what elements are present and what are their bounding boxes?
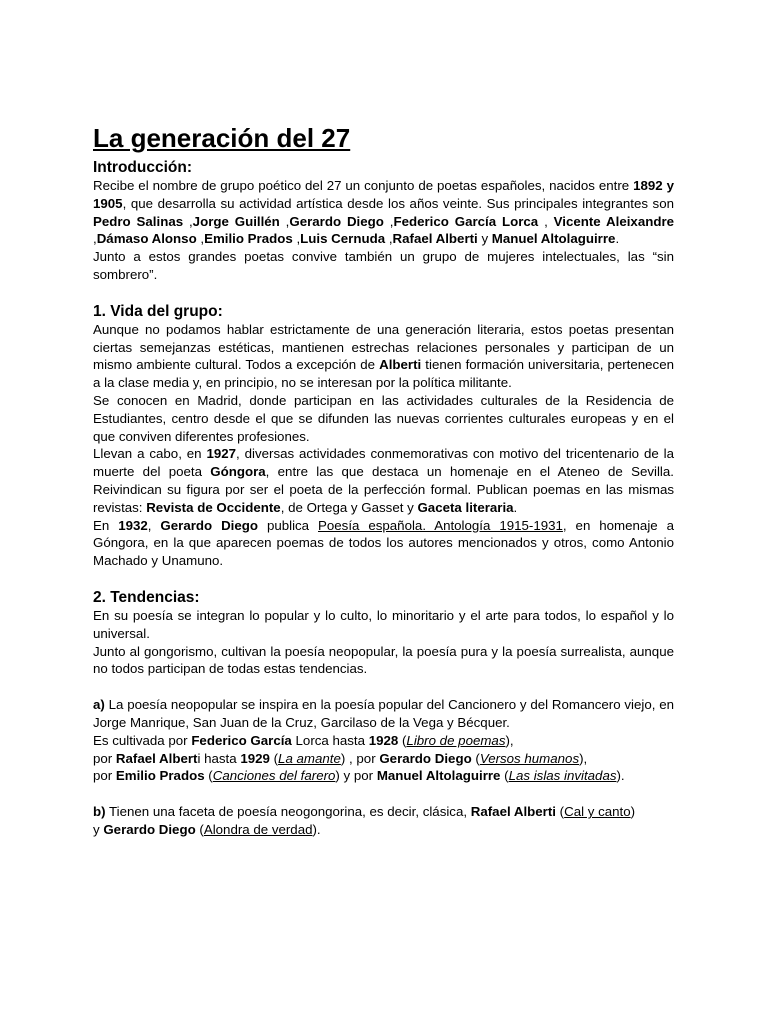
vida-paragraph-4: En 1932, Gerardo Diego publica Poesía española. Antología 1915-1931, en homenaje a Góngora, en la que aparecen poemas de todos los autores mencionados y otros, como Antonio Machado y Unamuno. [93,517,674,569]
vida-paragraph-3: Llevan a cabo, en 1927, diversas actividades conmemorativas con motivo del tricentenario de la muerte del poeta Góngora, entre las que destaca un homenaje en el Ateneo de Sevilla. Reivindican su figura por ser el poeta de la perfección formal. Publican poemas en las mismas revistas: Revista de Occidente, de Ortega y Gasset y Gaceta literaria. [93,446,674,515]
vida-paragraph-1: Aunque no podamos hablar estrictamente de una generación literaria, estos poetas presentan ciertas semejanzas estéticas, mantienen estrechas relaciones personales y participan de un mismo ambiente cultural. Todos a excepción de Alberti tienen formación universitaria, pertenecen a la clase media y, en principio, no se interesan por la política militante. [93,321,674,391]
intro-paragraph-2: Junto a estos grandes poetas convive también un grupo de mujeres intelectuales, las “sin sombrero”. [93,249,674,282]
section-heading-tendencias: 2. Tendencias: [93,588,200,606]
spacer [93,570,674,588]
tendencias-paragraph-2: Junto al gongorismo, cultivan la poesía neopopular, la poesía pura y la poesía surrealista, aunque no todos participan de todas estas tendencias. [93,643,674,677]
spacer [93,678,674,696]
section-heading-intro: Introducción: [93,159,193,176]
section-heading-vida: 1. Vida del grupo: [93,302,223,320]
tendencia-b-paragraph: b) Tienen una faceta de poesía neogongorina, es decir, clásica, Rafael Alberti (Cal y canto) [93,804,636,820]
document-content [93,122,674,839]
tendencia-a-line-3: por Rafael Alberti hasta 1929 (La amante) , por Gerardo Diego (Versos humanos), [93,750,588,766]
tendencia-a-paragraph: a) La poesía neopopular se inspira en la poesía popular del Cancionero y del Romancero viejo, en Jorge Manrique, San Juan de la Cruz, Garcilaso de la Vega y Bécquer. [93,697,674,730]
tendencias-paragraph-1: En su poesía se integran lo popular y lo culto, lo minoritario y el arte para todos, lo español y lo universal. [93,607,674,641]
vida-paragraph-2: Se conocen en Madrid, donde participan en las actividades culturales de la Residencia de Estudiantes, centro desde el que se difunden las nuevas corrientes culturales europeas y en el que conviven diferentes profesiones. [93,392,674,444]
spacer [93,785,674,803]
tendencia-a-line-2: Es cultivada por Federico García Lorca hasta 1928 (Libro de poemas), [93,732,514,748]
intro-paragraph-1: Recibe el nombre de grupo poético del 27 un conjunto de poetas españoles, nacidos entre 1892 y 1905, que desarrolla su actividad artística desde los años veinte. Sus principales integrantes son Pedro Salinas ,Jorge Guillén ,Gerardo Diego ,Federico García Lorca , Vicente Aleixandre ,Dámaso Alonso ,Emilio Prados ,Luis Cernuda ,Rafael Alberti y Manuel Altolaguirre. [93,178,675,247]
tendencia-b-line-2: y Gerardo Diego (Alondra de verdad). [93,821,321,837]
spacer [93,284,674,302]
book-title-link: Poesía española. Antología 1915-1931 [318,517,563,533]
page-title: La generación del 27 [93,123,351,153]
tendencia-a-line-4: por Emilio Prados (Canciones del farero) y por Manuel Altolaguirre (Las islas invitadas). [93,768,625,784]
